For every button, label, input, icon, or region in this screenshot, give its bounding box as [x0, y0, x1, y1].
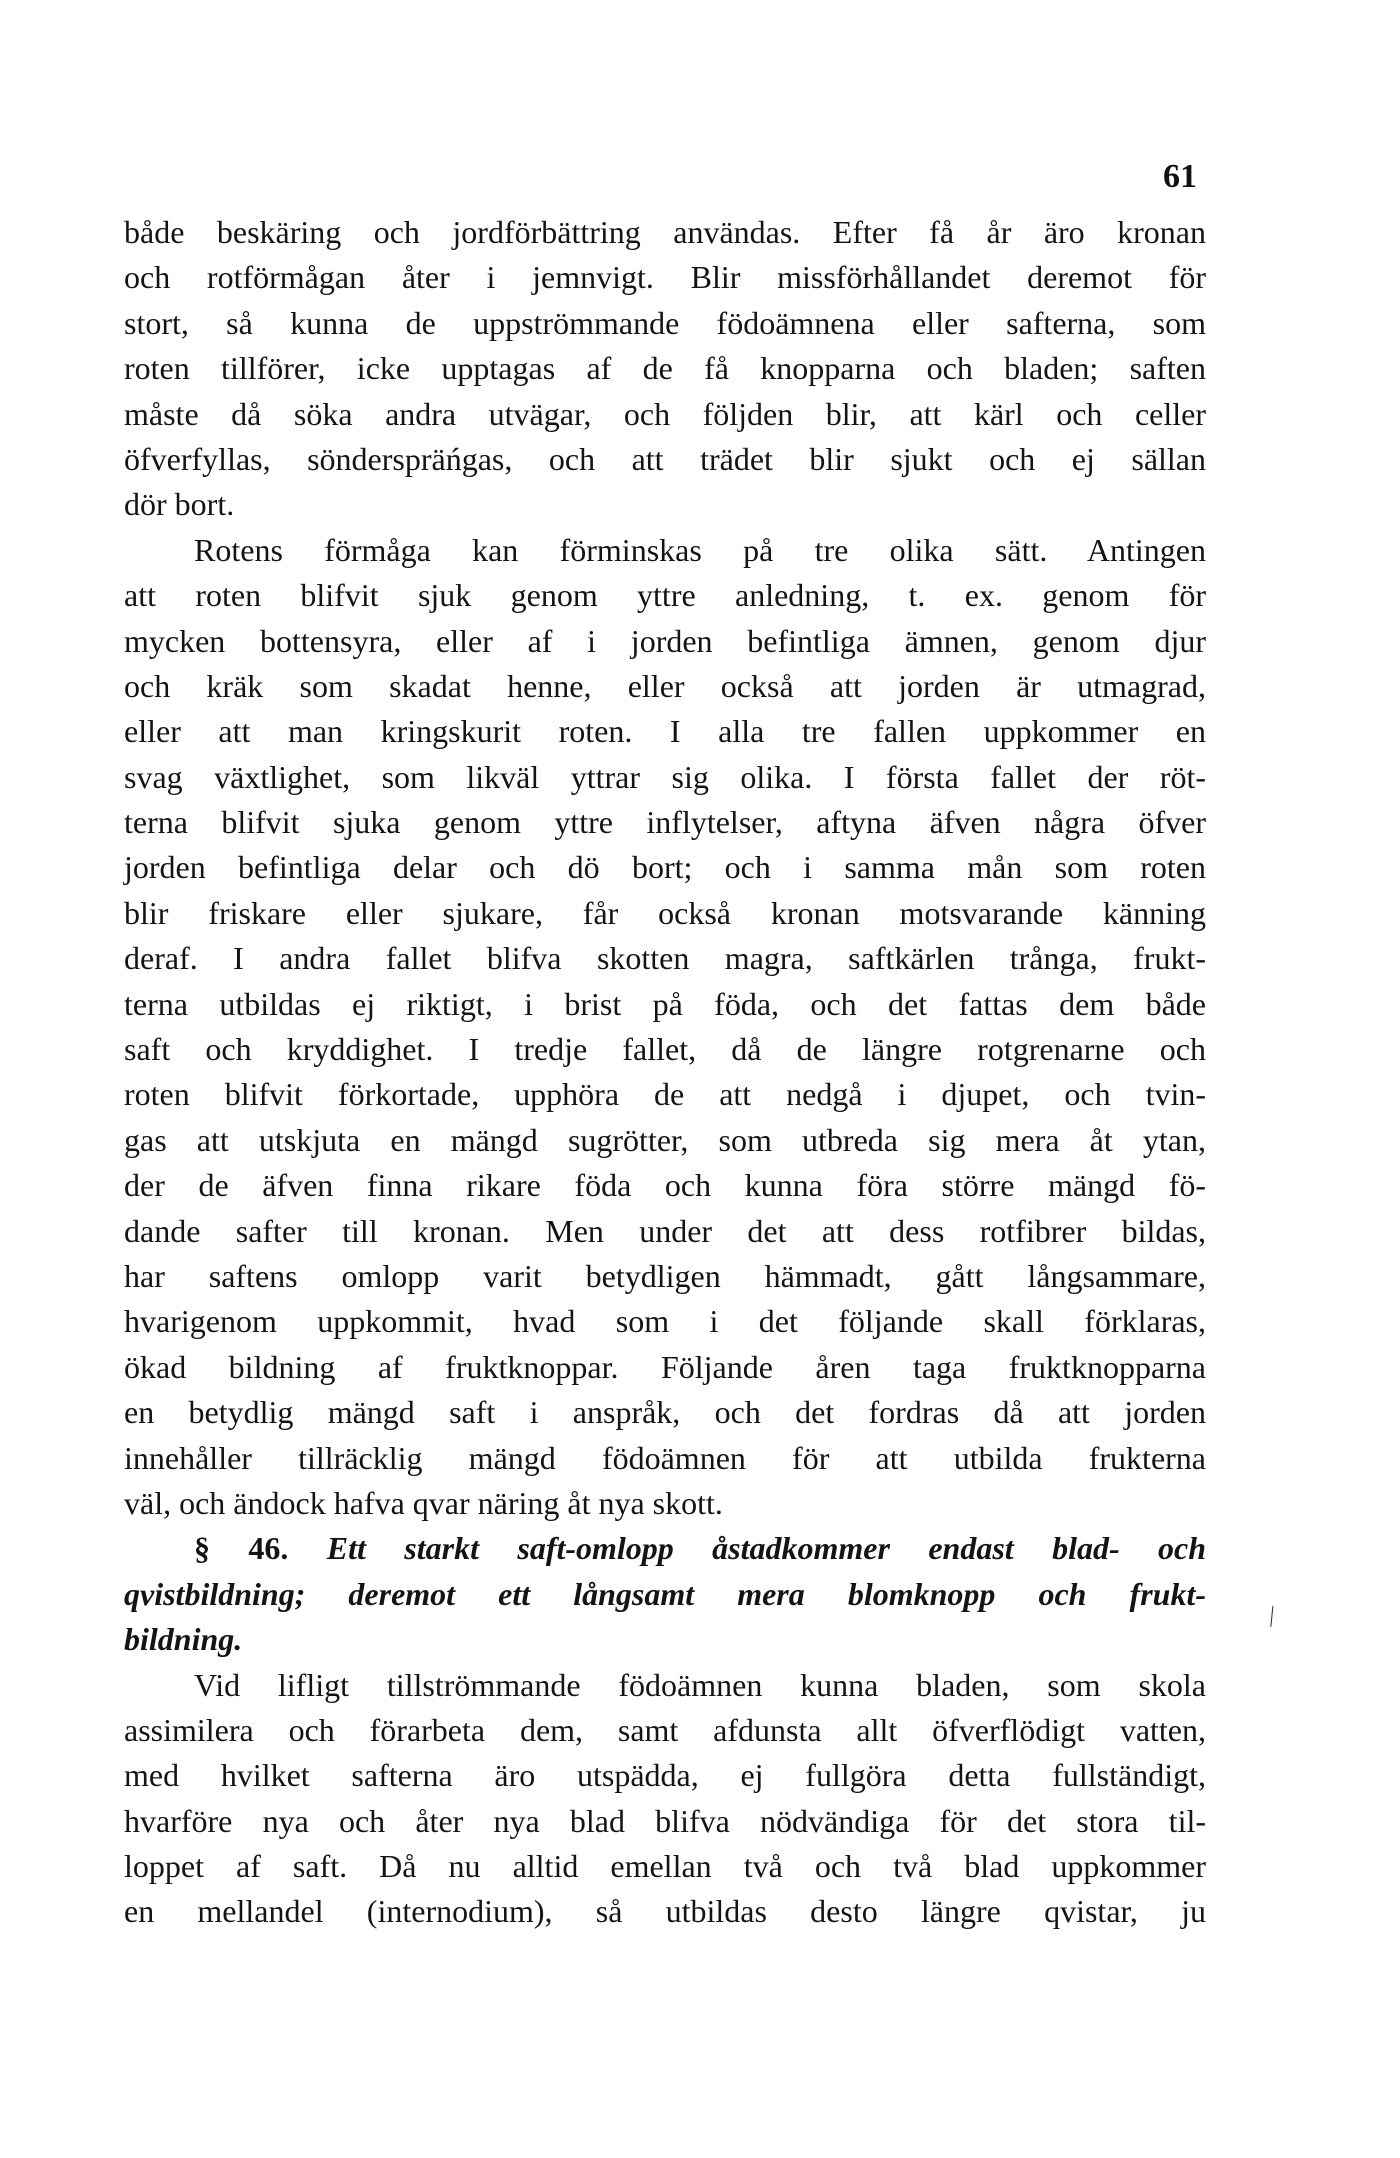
text-line: dande safter till kronan. Men under det att dess rotfibrer bildas,	[124, 1212, 1206, 1249]
text-line: med hvilket safterna äro utspädda, ej fullgöra detta fullständigt,	[124, 1757, 1206, 1794]
section-heading-line: qvistbildning; deremot ett långsamt mera blomknopp och frukt-	[124, 1575, 1206, 1612]
text-line: roten blifvit förkortade, upphöra de att nedgå i djupet, och tvin-	[124, 1076, 1206, 1113]
text-line: att roten blifvit sjuk genom yttre anledning, t. ex. genom för	[124, 577, 1206, 614]
text-line: öfverfyllas, sönderspräńgas, och att trädet blir sjukt och ej sällan	[124, 440, 1206, 477]
text-line: innehåller tillräcklig mängd födoämnen för att utbilda frukterna	[124, 1439, 1206, 1476]
body-text	[124, 210, 1206, 1935]
text-line: ökad bildning af fruktknoppar. Följande åren taga fruktknopparna	[124, 1348, 1206, 1385]
text-line: och kräk som skadat henne, eller också att jorden är utmagrad,	[124, 667, 1206, 704]
section-number: § 46.	[194, 1530, 289, 1567]
text-line: blir friskare eller sjukare, får också kronan motsvarande känning	[124, 894, 1206, 931]
text-line: dör bort.	[124, 486, 235, 523]
paragraph-2	[124, 528, 1206, 1527]
text-line: loppet af saft. Då nu alltid emellan två och två blad uppkommer	[124, 1848, 1206, 1885]
text-line: mycken bottensyra, eller af i jorden befintliga ämnen, genom djur	[124, 622, 1206, 659]
section-title-part: Ett starkt saft-omlopp åstadkommer endast blad- och	[326, 1530, 1207, 1567]
text-line: och rotförmågan åter i jemnvigt. Blir missförhållandet deremot för	[124, 259, 1206, 296]
text-line: Rotens förmåga kan förminskas på tre olika sätt. Antingen	[194, 531, 1206, 568]
text-line: en mellandel (internodium), så utbildas desto längre qvistar, ju	[124, 1893, 1206, 1930]
text-line: saft och kryddighet. I tredje fallet, då de längre rotgrenarne och	[124, 1031, 1206, 1068]
text-line: assimilera och förarbeta dem, samt afdunsta allt öfverflödigt vatten,	[124, 1711, 1206, 1748]
text-line: stort, så kunna de uppströmmande födoämnena eller safterna, som	[124, 304, 1206, 341]
text-line: har saftens omlopp varit betydligen hämmadt, gått långsammare,	[124, 1257, 1206, 1294]
page-number: 61	[1163, 158, 1197, 195]
text-line: en betydlig mängd saft i anspråk, och det fordras då att jorden	[124, 1394, 1206, 1431]
text-line: terna blifvit sjuka genom yttre inflytelser, aftyna äfven några öfver	[124, 804, 1206, 841]
text-line: hvarigenom uppkommit, hvad som i det följande skall förklaras,	[124, 1303, 1206, 1340]
text-line: terna utbildas ej riktigt, i brist på föda, och det fattas dem både	[124, 985, 1206, 1022]
text-line: eller att man kringskurit roten. I alla tre fallen uppkommer en	[124, 713, 1206, 750]
text-line: roten tillförer, icke upptagas af de få knopparna och bladen; saften	[124, 350, 1206, 387]
text-line: jorden befintliga delar och dö bort; och i samma mån som roten	[124, 849, 1206, 886]
paragraph-3	[124, 1663, 1206, 1935]
text-line: der de äfven finna rikare föda och kunna föra större mängd fö-	[124, 1167, 1206, 1204]
text-line: måste då söka andra utvägar, och följden blir, att kärl och celler	[124, 395, 1206, 432]
text-line: deraf. I andra fallet blifva skotten magra, saftkärlen trånga, frukt-	[124, 940, 1206, 977]
text-line: gas att utskjuta en mängd sugrötter, som utbreda sig mera åt ytan,	[124, 1121, 1206, 1158]
section-heading	[124, 1526, 1206, 1662]
section-heading-line: bildning.	[124, 1621, 243, 1658]
text-line: både beskäring och jordförbättring användas. Efter få år äro kronan	[124, 214, 1206, 250]
text-line: väl, och ändock hafva qvar näring åt nya skott.	[124, 1484, 723, 1521]
text-line: svag växtlighet, som likväl yttrar sig olika. I första fallet der röt-	[124, 758, 1206, 795]
paragraph-1	[124, 210, 1206, 528]
text-line: Vid lifligt tillströmmande födoämnen kunna bladen, som skola	[194, 1666, 1206, 1703]
section-heading-line	[124, 1526, 1206, 1571]
text-line: hvarföre nya och åter nya blad blifva nödvändiga för det stora til-	[124, 1802, 1206, 1839]
margin-mark: ⁄	[1262, 1602, 1282, 1631]
